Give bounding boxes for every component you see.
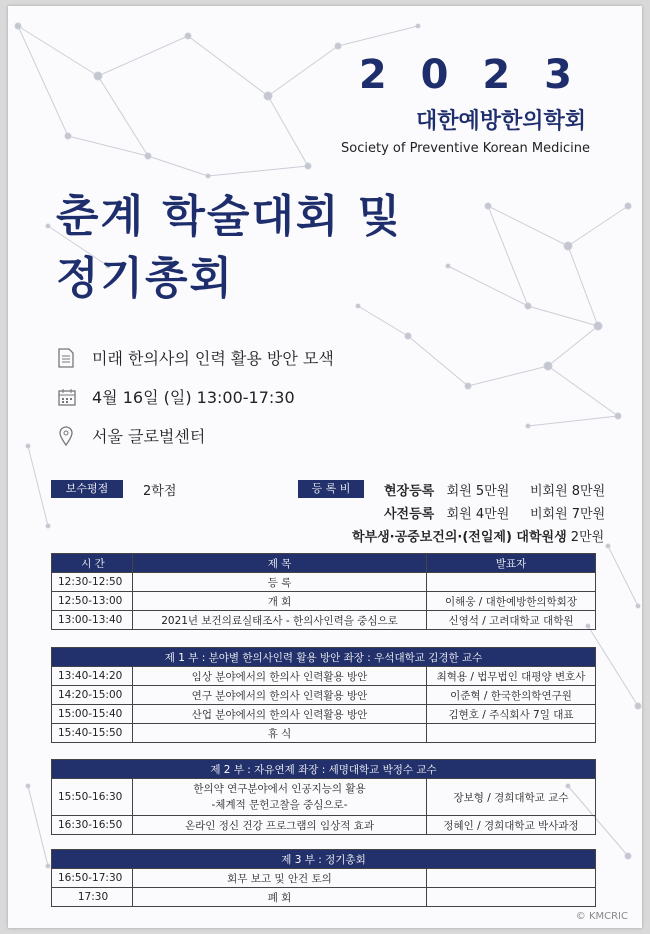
event-title-line2: 정기총회: [56, 253, 235, 304]
table-cell: 15:00-15:40: [52, 705, 133, 724]
copyright-mark: © KMCRIC: [575, 911, 628, 922]
table-row: [52, 592, 596, 611]
society-name-korean: 대한예방한의학회: [415, 109, 586, 134]
table-row: [52, 611, 596, 630]
section-header-part2: [52, 760, 596, 779]
table-cell: 장보형 / 경희대학교 교수: [427, 779, 596, 816]
event-venue: 서울 글로벌센터: [92, 427, 206, 446]
table-cell: 12:30-12:50: [52, 573, 133, 592]
location-pin-icon: [58, 426, 78, 450]
table-cell: 임상 분야에서의 한의사 인력활용 방안: [133, 667, 427, 686]
table-row: [52, 724, 596, 743]
table-row: [52, 573, 596, 592]
table-cell: 제 2 부 : 자유연제 좌장 : 세명대학교 박정수 교수: [52, 760, 596, 779]
advance-registration: 사전등록 회원 4만원 비회원 7만원: [384, 507, 606, 522]
topic-row: [58, 346, 334, 372]
table-cell: 신영석 / 고려대학교 대학원: [427, 611, 596, 630]
table-cell: 13:40-14:20: [52, 667, 133, 686]
table-cell: 최혁용 / 법무법인 대평양 변호사: [427, 667, 596, 686]
schedule-table-part2: [51, 759, 596, 835]
table-cell: 15:50-16:30: [52, 779, 133, 816]
table-cell: 제 3 부 : 정기총회: [52, 850, 596, 869]
onsite-registration: 현장등록 회원 5만원 비회원 8만원: [384, 484, 606, 499]
table-cell: 폐 회: [133, 888, 427, 907]
venue-row: [58, 424, 205, 450]
table-cell: [427, 724, 596, 743]
section-header-part1: [52, 648, 596, 667]
table-row: [52, 686, 596, 705]
table-cell: 제 1 부 : 분야별 한의사인력 활용 방안 좌장 : 우석대학교 김경한 교수: [52, 648, 596, 667]
table-cell: 온라인 정신 건강 프로그램의 임상적 효과: [133, 816, 427, 835]
table-cell: 정혜인 / 경희대학교 박사과정: [427, 816, 596, 835]
schedule-table-part3: [51, 849, 596, 907]
table-cell: 한의약 연구분야에서 인공지능의 활용 -체계적 문헌고찰을 중심으로-: [133, 779, 427, 816]
table-cell: [427, 573, 596, 592]
table-cell: 15:40-15:50: [52, 724, 133, 743]
document-icon: [58, 348, 78, 372]
society-name-english: Society of Preventive Korean Medicine: [341, 141, 590, 156]
credits-badge: 보수평점: [51, 480, 123, 498]
table-row: [52, 705, 596, 724]
calendar-icon: [58, 388, 78, 410]
table-cell: 16:30-16:50: [52, 816, 133, 835]
date-row: [58, 385, 295, 410]
table-cell: [427, 888, 596, 907]
section-header-part3: [52, 850, 596, 869]
table-row: [52, 869, 596, 888]
table-row: [52, 779, 596, 816]
event-title: [56, 186, 402, 310]
table-cell: 등 록: [133, 573, 427, 592]
table-cell: 이해웅 / 대한예방한의학회장: [427, 592, 596, 611]
table-header-row: 시 간 제 목 발표자: [52, 554, 596, 573]
table-cell: 개 회: [133, 592, 427, 611]
table-cell: 12:50-13:00: [52, 592, 133, 611]
table-cell: 2021년 보건의료실태조사 - 한의사인력을 중심으로: [133, 611, 427, 630]
table-cell: 회무 보고 및 안건 토의: [133, 869, 427, 888]
table-cell: 16:50-17:30: [52, 869, 133, 888]
table-row: [52, 667, 596, 686]
table-cell: 김현호 / 주식회사 7일 대표: [427, 705, 596, 724]
event-year: 2 0 2 3: [358, 52, 582, 98]
table-cell: 13:00-13:40: [52, 611, 133, 630]
table-cell: 14:20-15:00: [52, 686, 133, 705]
event-date: 4월 16일 (일) 13:00-17:30: [92, 388, 295, 407]
table-row: [52, 888, 596, 907]
table-cell: 산업 분야에서의 한의사 인력활용 방안: [133, 705, 427, 724]
schedule-table-part1: [51, 647, 596, 743]
registration-badge: 등 록 비: [298, 480, 364, 498]
table-cell: 이준혁 / 한국한의학연구원: [427, 686, 596, 705]
schedule-table-opening: [51, 553, 596, 630]
event-topic: 미래 한의사의 인력 활용 방안 모색: [92, 349, 334, 368]
event-title-line1: 춘계 학술대회 및: [56, 191, 403, 242]
table-cell: 17:30: [52, 888, 133, 907]
poster-page: [8, 6, 642, 928]
table-cell: 연구 분야에서의 한의사 인력활용 방안: [133, 686, 427, 705]
credits-value: 2학점: [143, 484, 177, 499]
table-cell: [427, 869, 596, 888]
table-row: [52, 816, 596, 835]
table-cell: 휴 식: [133, 724, 427, 743]
student-registration: 학부생·공중보건의·(전일제) 대학원생 2만원: [352, 530, 605, 545]
